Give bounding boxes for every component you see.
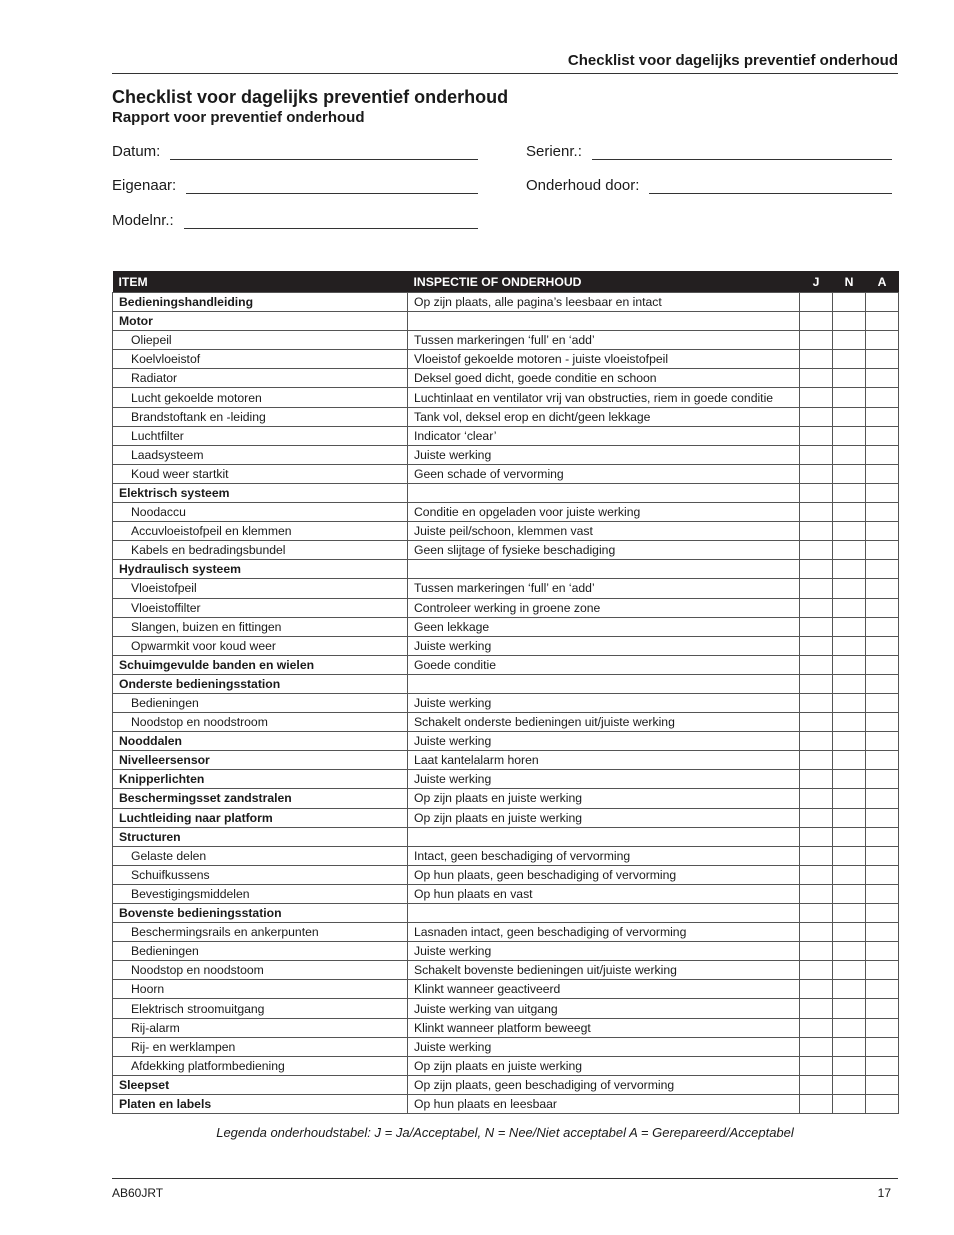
item-cell: Vloeistoffilter [113, 598, 408, 617]
table-row [113, 693, 899, 712]
table-row [113, 503, 899, 522]
inspection-cell: Laat kantelalarm horen [408, 751, 800, 770]
inspection-cell: Op hun plaats, geen beschadiging of vervorming [408, 865, 800, 884]
checkbox-cell-a[interactable] [866, 999, 899, 1018]
legend-text: Legenda onderhoudstabel: J = Ja/Acceptabel, N = Nee/Niet acceptabel A = Gerepareerd/Acceptabel [216, 1125, 794, 1140]
inspection-cell: Juiste werking van uitgang [408, 999, 800, 1018]
item-cell: Bedieningen [113, 693, 408, 712]
inspection-cell: Klinkt wanneer platform beweegt [408, 1018, 800, 1037]
checkbox-cell-n[interactable] [833, 865, 866, 884]
checkbox-cell-a[interactable] [866, 865, 899, 884]
modelnr-field [112, 212, 478, 229]
checkbox-cell-n[interactable] [833, 999, 866, 1018]
checkbox-cell-a[interactable] [866, 693, 899, 712]
page-title: Checklist voor dagelijks preventief onderhoud [112, 87, 509, 107]
item-cell: Vloeistofpeil [113, 579, 408, 598]
inspection-cell [408, 674, 800, 693]
checkbox-cell-a[interactable] [866, 407, 899, 426]
table-row [113, 350, 899, 369]
column-header-n: N [833, 271, 866, 293]
inspection-cell: Juiste werking [408, 445, 800, 464]
table-row [113, 751, 899, 770]
inspection-cell: Op zijn plaats en juiste werking [408, 808, 800, 827]
checkbox-cell-n[interactable] [833, 522, 866, 541]
inspection-cell [408, 827, 800, 846]
checkbox-cell-j[interactable] [800, 407, 833, 426]
table-row [113, 808, 899, 827]
checkbox-cell-n[interactable] [833, 503, 866, 522]
inspection-cell [408, 904, 800, 923]
item-cell: Oliepeil [113, 331, 408, 350]
item-cell: Kabels en bedradingsbundel [113, 541, 408, 560]
checkbox-cell-n[interactable] [833, 655, 866, 674]
column-header-item: ITEM [113, 271, 408, 293]
table-row [113, 483, 899, 502]
checkbox-cell-a[interactable] [866, 426, 899, 445]
table-row [113, 541, 899, 560]
item-cell: Opwarmkit voor koud weer [113, 636, 408, 655]
checkbox-cell-j[interactable] [800, 369, 833, 388]
checkbox-cell-a[interactable] [866, 388, 899, 407]
item-cell: Brandstoftank en -leiding [113, 407, 408, 426]
item-cell: Beschermingsset zandstralen [113, 789, 408, 808]
checkbox-cell-n[interactable] [833, 942, 866, 961]
checkbox-cell-n[interactable] [833, 846, 866, 865]
checkbox-cell-n[interactable] [833, 1056, 866, 1075]
checkbox-cell-j[interactable] [800, 1075, 833, 1094]
table-row [113, 1018, 899, 1037]
item-cell: Bedieningshandleiding [113, 293, 408, 312]
item-cell: Gelaste delen [113, 846, 408, 865]
checkbox-cell-n[interactable] [833, 388, 866, 407]
checkbox-cell-a[interactable] [866, 655, 899, 674]
checkbox-cell-n[interactable] [833, 732, 866, 751]
item-cell: Motor [113, 312, 408, 331]
checkbox-cell-n[interactable] [833, 770, 866, 789]
checkbox-cell-n[interactable] [833, 617, 866, 636]
checkbox-cell-a[interactable] [866, 503, 899, 522]
checkbox-cell-n[interactable] [833, 407, 866, 426]
inspection-cell: Juiste werking [408, 1037, 800, 1056]
inspection-cell: Op zijn plaats en juiste werking [408, 789, 800, 808]
header-divider [112, 73, 898, 74]
table-row [113, 617, 899, 636]
checkbox-cell-j[interactable] [800, 961, 833, 980]
checkbox-cell-a[interactable] [866, 541, 899, 560]
checkbox-cell-n[interactable] [833, 426, 866, 445]
checkbox-cell-a[interactable] [866, 904, 899, 923]
checkbox-cell-n[interactable] [833, 369, 866, 388]
table-row [113, 464, 899, 483]
datum-field [112, 143, 478, 160]
checkbox-cell-a[interactable] [866, 350, 899, 369]
item-cell: Elektrisch stroomuitgang [113, 999, 408, 1018]
serienr-line[interactable] [592, 145, 892, 160]
table-row [113, 636, 899, 655]
item-cell: Schuimgevulde banden en wielen [113, 655, 408, 674]
table-row [113, 293, 899, 312]
table-row [113, 732, 899, 751]
checkbox-cell-j[interactable] [800, 1094, 833, 1113]
checkbox-cell-j[interactable] [800, 579, 833, 598]
inspection-cell: Juiste werking [408, 942, 800, 961]
table-row [113, 560, 899, 579]
inspection-cell: Conditie en opgeladen voor juiste werking [408, 503, 800, 522]
checkbox-cell-j[interactable] [800, 732, 833, 751]
eigenaar-label: Eigenaar: [112, 177, 177, 194]
table-row [113, 674, 899, 693]
inspection-cell: Juiste peil/schoon, klemmen vast [408, 522, 800, 541]
inspection-cell: Indicator ‘clear’ [408, 426, 800, 445]
checkbox-cell-a[interactable] [866, 598, 899, 617]
checkbox-cell-a[interactable] [866, 980, 899, 999]
item-cell: Schuifkussens [113, 865, 408, 884]
checkbox-cell-a[interactable] [866, 1056, 899, 1075]
table-row [113, 598, 899, 617]
table-row [113, 655, 899, 674]
checkbox-cell-n[interactable] [833, 1018, 866, 1037]
checkbox-cell-n[interactable] [833, 293, 866, 312]
item-cell: Lucht gekoelde motoren [113, 388, 408, 407]
checkbox-cell-a[interactable] [866, 770, 899, 789]
checkbox-cell-a[interactable] [866, 464, 899, 483]
checkbox-cell-n[interactable] [833, 904, 866, 923]
onderhoud-door-field [526, 177, 892, 194]
column-header-j: J [800, 271, 833, 293]
checkbox-cell-j[interactable] [800, 503, 833, 522]
checkbox-cell-j[interactable] [800, 942, 833, 961]
item-cell: Nivelleersensor [113, 751, 408, 770]
checkbox-cell-a[interactable] [866, 617, 899, 636]
table-row [113, 884, 899, 903]
item-cell: Knipperlichten [113, 770, 408, 789]
checkbox-cell-n[interactable] [833, 331, 866, 350]
checkbox-cell-a[interactable] [866, 1075, 899, 1094]
eigenaar-line[interactable] [186, 179, 478, 194]
checkbox-cell-j[interactable] [800, 770, 833, 789]
checkbox-cell-n[interactable] [833, 674, 866, 693]
checkbox-cell-n[interactable] [833, 713, 866, 732]
column-header-inspection: INSPECTIE OF ONDERHOUD [408, 271, 800, 293]
item-cell: Koud weer startkit [113, 464, 408, 483]
checkbox-cell-n[interactable] [833, 980, 866, 999]
inspection-cell: Klinkt wanneer geactiveerd [408, 980, 800, 999]
checkbox-cell-n[interactable] [833, 312, 866, 331]
checkbox-cell-j[interactable] [800, 560, 833, 579]
inspection-cell: Tank vol, deksel erop en dicht/geen lekkage [408, 407, 800, 426]
eigenaar-field [112, 177, 478, 194]
checkbox-cell-n[interactable] [833, 789, 866, 808]
checkbox-cell-j[interactable] [800, 1018, 833, 1037]
running-header-title: Checklist voor dagelijks preventief onderhoud [567, 52, 898, 69]
item-cell: Structuren [113, 827, 408, 846]
checkbox-cell-j[interactable] [800, 789, 833, 808]
table-row [113, 770, 899, 789]
checkbox-cell-j[interactable] [800, 846, 833, 865]
maintenance-checklist-table [112, 271, 899, 1114]
table-row [113, 999, 899, 1018]
checkbox-cell-n[interactable] [833, 751, 866, 770]
checkbox-cell-a[interactable] [866, 808, 899, 827]
checkbox-cell-a[interactable] [866, 1018, 899, 1037]
table-row [113, 827, 899, 846]
checkbox-cell-j[interactable] [800, 483, 833, 502]
checkbox-cell-j[interactable] [800, 293, 833, 312]
checkbox-cell-j[interactable] [800, 923, 833, 942]
checkbox-cell-j[interactable] [800, 904, 833, 923]
checkbox-cell-n[interactable] [833, 923, 866, 942]
modelnr-line[interactable] [184, 214, 478, 229]
checkbox-cell-a[interactable] [866, 732, 899, 751]
checkbox-cell-n[interactable] [833, 464, 866, 483]
checkbox-cell-a[interactable] [866, 636, 899, 655]
checkbox-cell-j[interactable] [800, 636, 833, 655]
item-cell: Koelvloeistof [113, 350, 408, 369]
inspection-cell: Tussen markeringen ‘full’ en ‘add’ [408, 579, 800, 598]
checkbox-cell-j[interactable] [800, 1037, 833, 1056]
item-cell: Slangen, buizen en fittingen [113, 617, 408, 636]
checkbox-cell-a[interactable] [866, 579, 899, 598]
table-row [113, 904, 899, 923]
checkbox-cell-j[interactable] [800, 693, 833, 712]
checkbox-cell-a[interactable] [866, 293, 899, 312]
checkbox-cell-n[interactable] [833, 961, 866, 980]
checkbox-cell-n[interactable] [833, 884, 866, 903]
checkbox-cell-a[interactable] [866, 942, 899, 961]
table-row [113, 1075, 899, 1094]
checkbox-cell-n[interactable] [833, 560, 866, 579]
table-row [113, 407, 899, 426]
inspection-cell: Goede conditie [408, 655, 800, 674]
inspection-cell: Lasnaden intact, geen beschadiging of vervorming [408, 923, 800, 942]
checkbox-cell-n[interactable] [833, 483, 866, 502]
inspection-cell: Schakelt onderste bedieningen uit/juiste werking [408, 713, 800, 732]
checkbox-cell-n[interactable] [833, 1094, 866, 1113]
onderhoud-door-label: Onderhoud door: [526, 177, 640, 194]
item-cell: Noodstop en noodstroom [113, 713, 408, 732]
table-row [113, 1037, 899, 1056]
checkbox-cell-n[interactable] [833, 541, 866, 560]
table-row [113, 846, 899, 865]
inspection-cell: Op hun plaats en vast [408, 884, 800, 903]
item-cell: Luchtfilter [113, 426, 408, 445]
checkbox-cell-a[interactable] [866, 923, 899, 942]
checkbox-cell-n[interactable] [833, 579, 866, 598]
onderhoud-door-line[interactable] [649, 179, 892, 194]
checkbox-cell-j[interactable] [800, 445, 833, 464]
footer-page-number: 17 [877, 1186, 891, 1200]
table-row [113, 865, 899, 884]
item-cell: Rij- en werklampen [113, 1037, 408, 1056]
inspection-cell: Schakelt bovenste bedieningen uit/juiste werking [408, 961, 800, 980]
checkbox-cell-a[interactable] [866, 560, 899, 579]
checkbox-cell-a[interactable] [866, 369, 899, 388]
checkbox-cell-a[interactable] [866, 483, 899, 502]
checkbox-cell-a[interactable] [866, 1094, 899, 1113]
item-cell: Nooddalen [113, 732, 408, 751]
table-row [113, 1094, 899, 1113]
checkbox-cell-j[interactable] [800, 1056, 833, 1075]
item-cell: Laadsysteem [113, 445, 408, 464]
table-row [113, 942, 899, 961]
serienr-label: Serienr.: [526, 143, 582, 160]
item-cell: Elektrisch systeem [113, 483, 408, 502]
item-cell: Beschermingsrails en ankerpunten [113, 923, 408, 942]
checkbox-cell-a[interactable] [866, 846, 899, 865]
checkbox-cell-a[interactable] [866, 1037, 899, 1056]
inspection-cell [408, 312, 800, 331]
checkbox-cell-j[interactable] [800, 617, 833, 636]
checkbox-cell-a[interactable] [866, 961, 899, 980]
checkbox-cell-a[interactable] [866, 827, 899, 846]
table-row [113, 388, 899, 407]
inspection-cell: Intact, geen beschadiging of vervorming [408, 846, 800, 865]
item-cell: Sleepset [113, 1075, 408, 1094]
inspection-cell: Geen lekkage [408, 617, 800, 636]
checkbox-cell-n[interactable] [833, 1037, 866, 1056]
checkbox-cell-j[interactable] [800, 999, 833, 1018]
table-row [113, 579, 899, 598]
checkbox-cell-a[interactable] [866, 884, 899, 903]
table-row [113, 1056, 899, 1075]
item-cell: Afdekking platformbediening [113, 1056, 408, 1075]
checkbox-cell-j[interactable] [800, 522, 833, 541]
checkbox-cell-j[interactable] [800, 980, 833, 999]
inspection-cell: Juiste werking [408, 693, 800, 712]
item-cell: Rij-alarm [113, 1018, 408, 1037]
inspection-cell: Controleer werking in groene zone [408, 598, 800, 617]
modelnr-label: Modelnr.: [112, 212, 174, 229]
inspection-cell [408, 483, 800, 502]
inspection-cell: Op zijn plaats en juiste werking [408, 1056, 800, 1075]
table-row [113, 445, 899, 464]
item-cell: Bedieningen [113, 942, 408, 961]
item-cell: Hoorn [113, 980, 408, 999]
checkbox-cell-n[interactable] [833, 636, 866, 655]
checkbox-cell-j[interactable] [800, 331, 833, 350]
checkbox-cell-n[interactable] [833, 693, 866, 712]
checkbox-cell-j[interactable] [800, 541, 833, 560]
table-row [113, 789, 899, 808]
item-cell: Bovenste bedieningsstation [113, 904, 408, 923]
item-cell: Noodstop en noodstoom [113, 961, 408, 980]
item-cell: Hydraulisch systeem [113, 560, 408, 579]
column-header-a: A [866, 271, 899, 293]
footer-divider [112, 1178, 898, 1179]
inspection-cell: Op zijn plaats, geen beschadiging of vervorming [408, 1075, 800, 1094]
checkbox-cell-j[interactable] [800, 464, 833, 483]
checkbox-cell-a[interactable] [866, 751, 899, 770]
checkbox-cell-a[interactable] [866, 522, 899, 541]
checkbox-cell-n[interactable] [833, 1075, 866, 1094]
checkbox-cell-j[interactable] [800, 674, 833, 693]
table-body [113, 293, 899, 1114]
inspection-cell: Vloeistof gekoelde motoren - juiste vloeistofpeil [408, 350, 800, 369]
inspection-cell: Op zijn plaats, alle pagina’s leesbaar en intact [408, 293, 800, 312]
checkbox-cell-a[interactable] [866, 713, 899, 732]
checkbox-cell-j[interactable] [800, 312, 833, 331]
inspection-cell: Juiste werking [408, 770, 800, 789]
item-cell: Bevestigingsmiddelen [113, 884, 408, 903]
inspection-cell [408, 560, 800, 579]
table-header-row [113, 271, 899, 293]
checkbox-cell-n[interactable] [833, 445, 866, 464]
item-cell: Luchtleiding naar platform [113, 808, 408, 827]
checkbox-cell-a[interactable] [866, 789, 899, 808]
checkbox-cell-j[interactable] [800, 655, 833, 674]
checkbox-cell-j[interactable] [800, 350, 833, 369]
item-cell: Radiator [113, 369, 408, 388]
item-cell: Noodaccu [113, 503, 408, 522]
inspection-cell: Tussen markeringen ‘full’ en ‘add’ [408, 331, 800, 350]
page-subtitle: Rapport voor preventief onderhoud [112, 109, 365, 126]
datum-label: Datum: [112, 143, 161, 160]
inspection-cell: Op hun plaats en leesbaar [408, 1094, 800, 1113]
table-row [113, 961, 899, 980]
checkbox-cell-n[interactable] [833, 827, 866, 846]
table-row [113, 331, 899, 350]
item-cell: Onderste bedieningsstation [113, 674, 408, 693]
checkbox-cell-j[interactable] [800, 426, 833, 445]
checkbox-cell-j[interactable] [800, 598, 833, 617]
checkbox-cell-j[interactable] [800, 751, 833, 770]
checkbox-cell-j[interactable] [800, 884, 833, 903]
table-row [113, 312, 899, 331]
checkbox-cell-j[interactable] [800, 388, 833, 407]
checkbox-cell-j[interactable] [800, 865, 833, 884]
table-row [113, 713, 899, 732]
table-row [113, 980, 899, 999]
checkbox-cell-n[interactable] [833, 350, 866, 369]
item-cell: Accuvloeistofpeil en klemmen [113, 522, 408, 541]
checkbox-cell-j[interactable] [800, 827, 833, 846]
footer-model: AB60JRT [112, 1186, 164, 1200]
inspection-cell: Geen slijtage of fysieke beschadiging [408, 541, 800, 560]
inspection-cell: Juiste werking [408, 636, 800, 655]
checkbox-cell-j[interactable] [800, 713, 833, 732]
checkbox-cell-a[interactable] [866, 674, 899, 693]
serienr-field [526, 143, 892, 160]
table-row [113, 923, 899, 942]
inspection-cell: Geen schade of vervorming [408, 464, 800, 483]
checkbox-cell-a[interactable] [866, 445, 899, 464]
item-cell: Platen en labels [113, 1094, 408, 1113]
table-row [113, 369, 899, 388]
table-row [113, 426, 899, 445]
checkbox-cell-a[interactable] [866, 312, 899, 331]
table-row [113, 522, 899, 541]
checkbox-cell-n[interactable] [833, 598, 866, 617]
checkbox-cell-n[interactable] [833, 808, 866, 827]
inspection-cell: Luchtinlaat en ventilator vrij van obstructies, riem in goede conditie [408, 388, 800, 407]
checkbox-cell-a[interactable] [866, 331, 899, 350]
checkbox-cell-j[interactable] [800, 808, 833, 827]
inspection-cell: Juiste werking [408, 732, 800, 751]
datum-line[interactable] [170, 145, 478, 160]
inspection-cell: Deksel goed dicht, goede conditie en schoon [408, 369, 800, 388]
